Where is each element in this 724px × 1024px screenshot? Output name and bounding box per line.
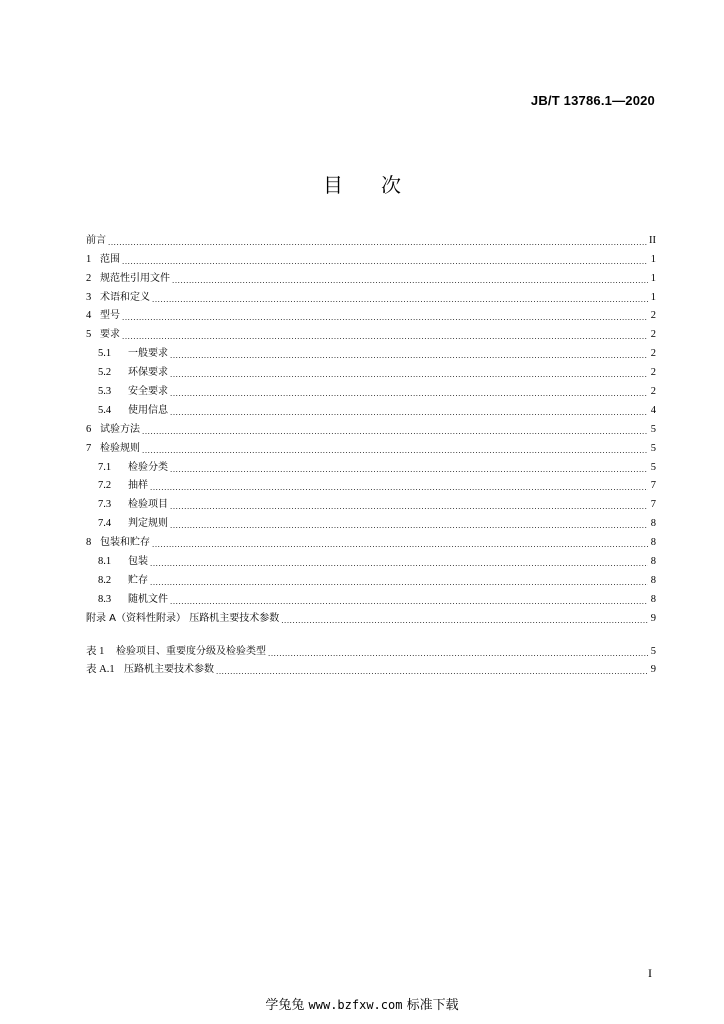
entry-number: 6 [86,423,92,435]
entry-label: 型号 [100,310,120,322]
entry-number: 8.3 [98,593,112,605]
entry-label: 前言 [86,234,106,246]
entry-page: 8 [650,574,656,586]
entry-label: 判定规则 [128,518,168,530]
entry-label: 使用信息 [128,404,168,416]
footer-url: www.bzfxw.com [308,998,403,1012]
entry-number: 7.3 [98,499,112,511]
dot-leader [268,649,648,659]
entry-number: 1 [86,253,92,265]
entry-number: 8 [86,537,92,549]
entry-number: 表 A.1 [86,664,115,676]
entry-number: 3 [86,291,92,303]
entry-number: 8.1 [98,556,112,568]
entry-page: 2 [650,329,656,341]
toc-entry[interactable] [86,550,656,569]
entry-number: 8.2 [98,574,112,586]
table-list [86,640,656,678]
entry-label: 检验分类 [128,461,168,473]
entry-number: 5.3 [98,386,112,398]
entry-label: 压路机主要技术参数 [124,664,214,676]
entry-number: 4 [86,310,92,322]
toc-entry[interactable] [86,248,656,267]
entry-label: 一般要求 [128,348,168,360]
entry-label: 安全要求 [128,386,168,398]
dot-leader [150,578,648,588]
toc-entry[interactable] [86,286,656,305]
entry-page: 2 [650,367,656,379]
entry-page: 8 [650,537,656,549]
footer-site-name: 学兔兔 [265,998,305,1013]
toc-entry[interactable] [86,512,656,531]
entry-label: 附录 A（资料性附录） 压路机主要技术参数 [86,612,280,624]
entry-page: 8 [650,593,656,605]
dot-leader [170,351,648,361]
standard-code: JB/T 13786.1—2020 [530,93,655,108]
entry-page: 7 [650,480,656,492]
entry-label: 检验项目 [128,499,168,511]
entry-label: 随机文件 [128,593,168,605]
entry-number: 7.2 [98,480,112,492]
toc-entry[interactable] [86,399,656,418]
toc-entry[interactable] [86,569,656,588]
table-entry[interactable] [86,640,656,659]
entry-page: 1 [650,272,656,284]
toc-entry[interactable] [86,380,656,399]
dot-leader [122,313,648,323]
dot-leader [152,295,648,305]
dot-leader [108,238,647,248]
entry-page: 8 [650,518,656,530]
table-entry[interactable] [86,659,656,678]
dot-leader [122,257,648,267]
entry-number: 7 [86,442,92,454]
dot-leader [170,408,648,418]
entry-number: 2 [86,272,92,284]
table-of-contents [86,229,656,677]
toc-entry[interactable] [86,456,656,475]
entry-page: 9 [650,664,656,676]
entry-number: 5.2 [98,367,112,379]
toc-entry[interactable] [86,531,656,550]
entry-label: 贮存 [128,574,148,586]
dot-leader [216,667,648,677]
entry-page: II [649,234,656,246]
toc-entry[interactable] [86,493,656,512]
dot-leader [122,332,648,342]
dot-leader [150,559,648,569]
entry-number: 5.4 [98,404,112,416]
toc-entry[interactable] [86,305,656,324]
title-char-1: 目 [323,173,343,197]
entry-page: 2 [650,348,656,360]
entry-page: 4 [650,404,656,416]
page-title [0,169,724,198]
toc-entry[interactable] [86,418,656,437]
entry-number: 7.1 [98,461,112,473]
dot-leader [170,597,648,607]
dot-leader [152,540,648,550]
toc-entry[interactable] [86,588,656,607]
entry-label: 范围 [100,253,120,265]
toc-entry[interactable] [86,229,656,248]
entry-number: 表 1 [86,645,105,657]
dot-leader [170,389,648,399]
entry-label: 抽样 [128,480,148,492]
dot-leader [142,427,648,437]
entry-page: 5 [650,423,656,435]
toc-entry[interactable] [86,475,656,494]
entry-label: 检验项目、重要度分级及检验类型 [116,645,266,657]
entry-number: 7.4 [98,518,112,530]
toc-list [86,229,656,626]
footer-watermark [0,994,724,1013]
entry-page: 5 [650,442,656,454]
dot-leader [170,370,648,380]
dot-leader [142,446,648,456]
entry-label: 规范性引用文件 [100,272,170,284]
entry-page: 1 [650,253,656,265]
toc-entry[interactable] [86,437,656,456]
entry-label: 试验方法 [100,423,140,435]
entry-page: 2 [650,386,656,398]
title-char-2: 次 [381,173,401,197]
entry-label: 术语和定义 [100,291,150,303]
entry-number: 5.1 [98,348,112,360]
entry-page: 1 [650,291,656,303]
entry-page: 8 [650,556,656,568]
entry-label: 包装和贮存 [100,537,150,549]
dot-leader [172,276,648,286]
toc-entry[interactable] [86,323,656,342]
entry-page: 5 [650,645,656,657]
entry-label: 包装 [128,556,148,568]
dot-leader [170,521,648,531]
entry-label: 检验规则 [100,442,140,454]
entry-page: 9 [650,612,656,624]
toc-entry[interactable] [86,361,656,380]
entry-label: 要求 [100,329,120,341]
dot-leader [170,502,648,512]
entry-page: 7 [650,499,656,511]
toc-entry[interactable] [86,267,656,286]
entry-page: 5 [650,461,656,473]
toc-entry[interactable] [86,607,656,626]
entry-number: 5 [86,329,92,341]
dot-leader [150,483,648,493]
page-number: I [648,966,652,980]
dot-leader [281,616,648,626]
toc-entry[interactable] [86,342,656,361]
footer-tagline: 标准下载 [406,998,459,1013]
entry-label: 环保要求 [128,367,168,379]
dot-leader [170,465,648,475]
entry-page: 2 [650,310,656,322]
